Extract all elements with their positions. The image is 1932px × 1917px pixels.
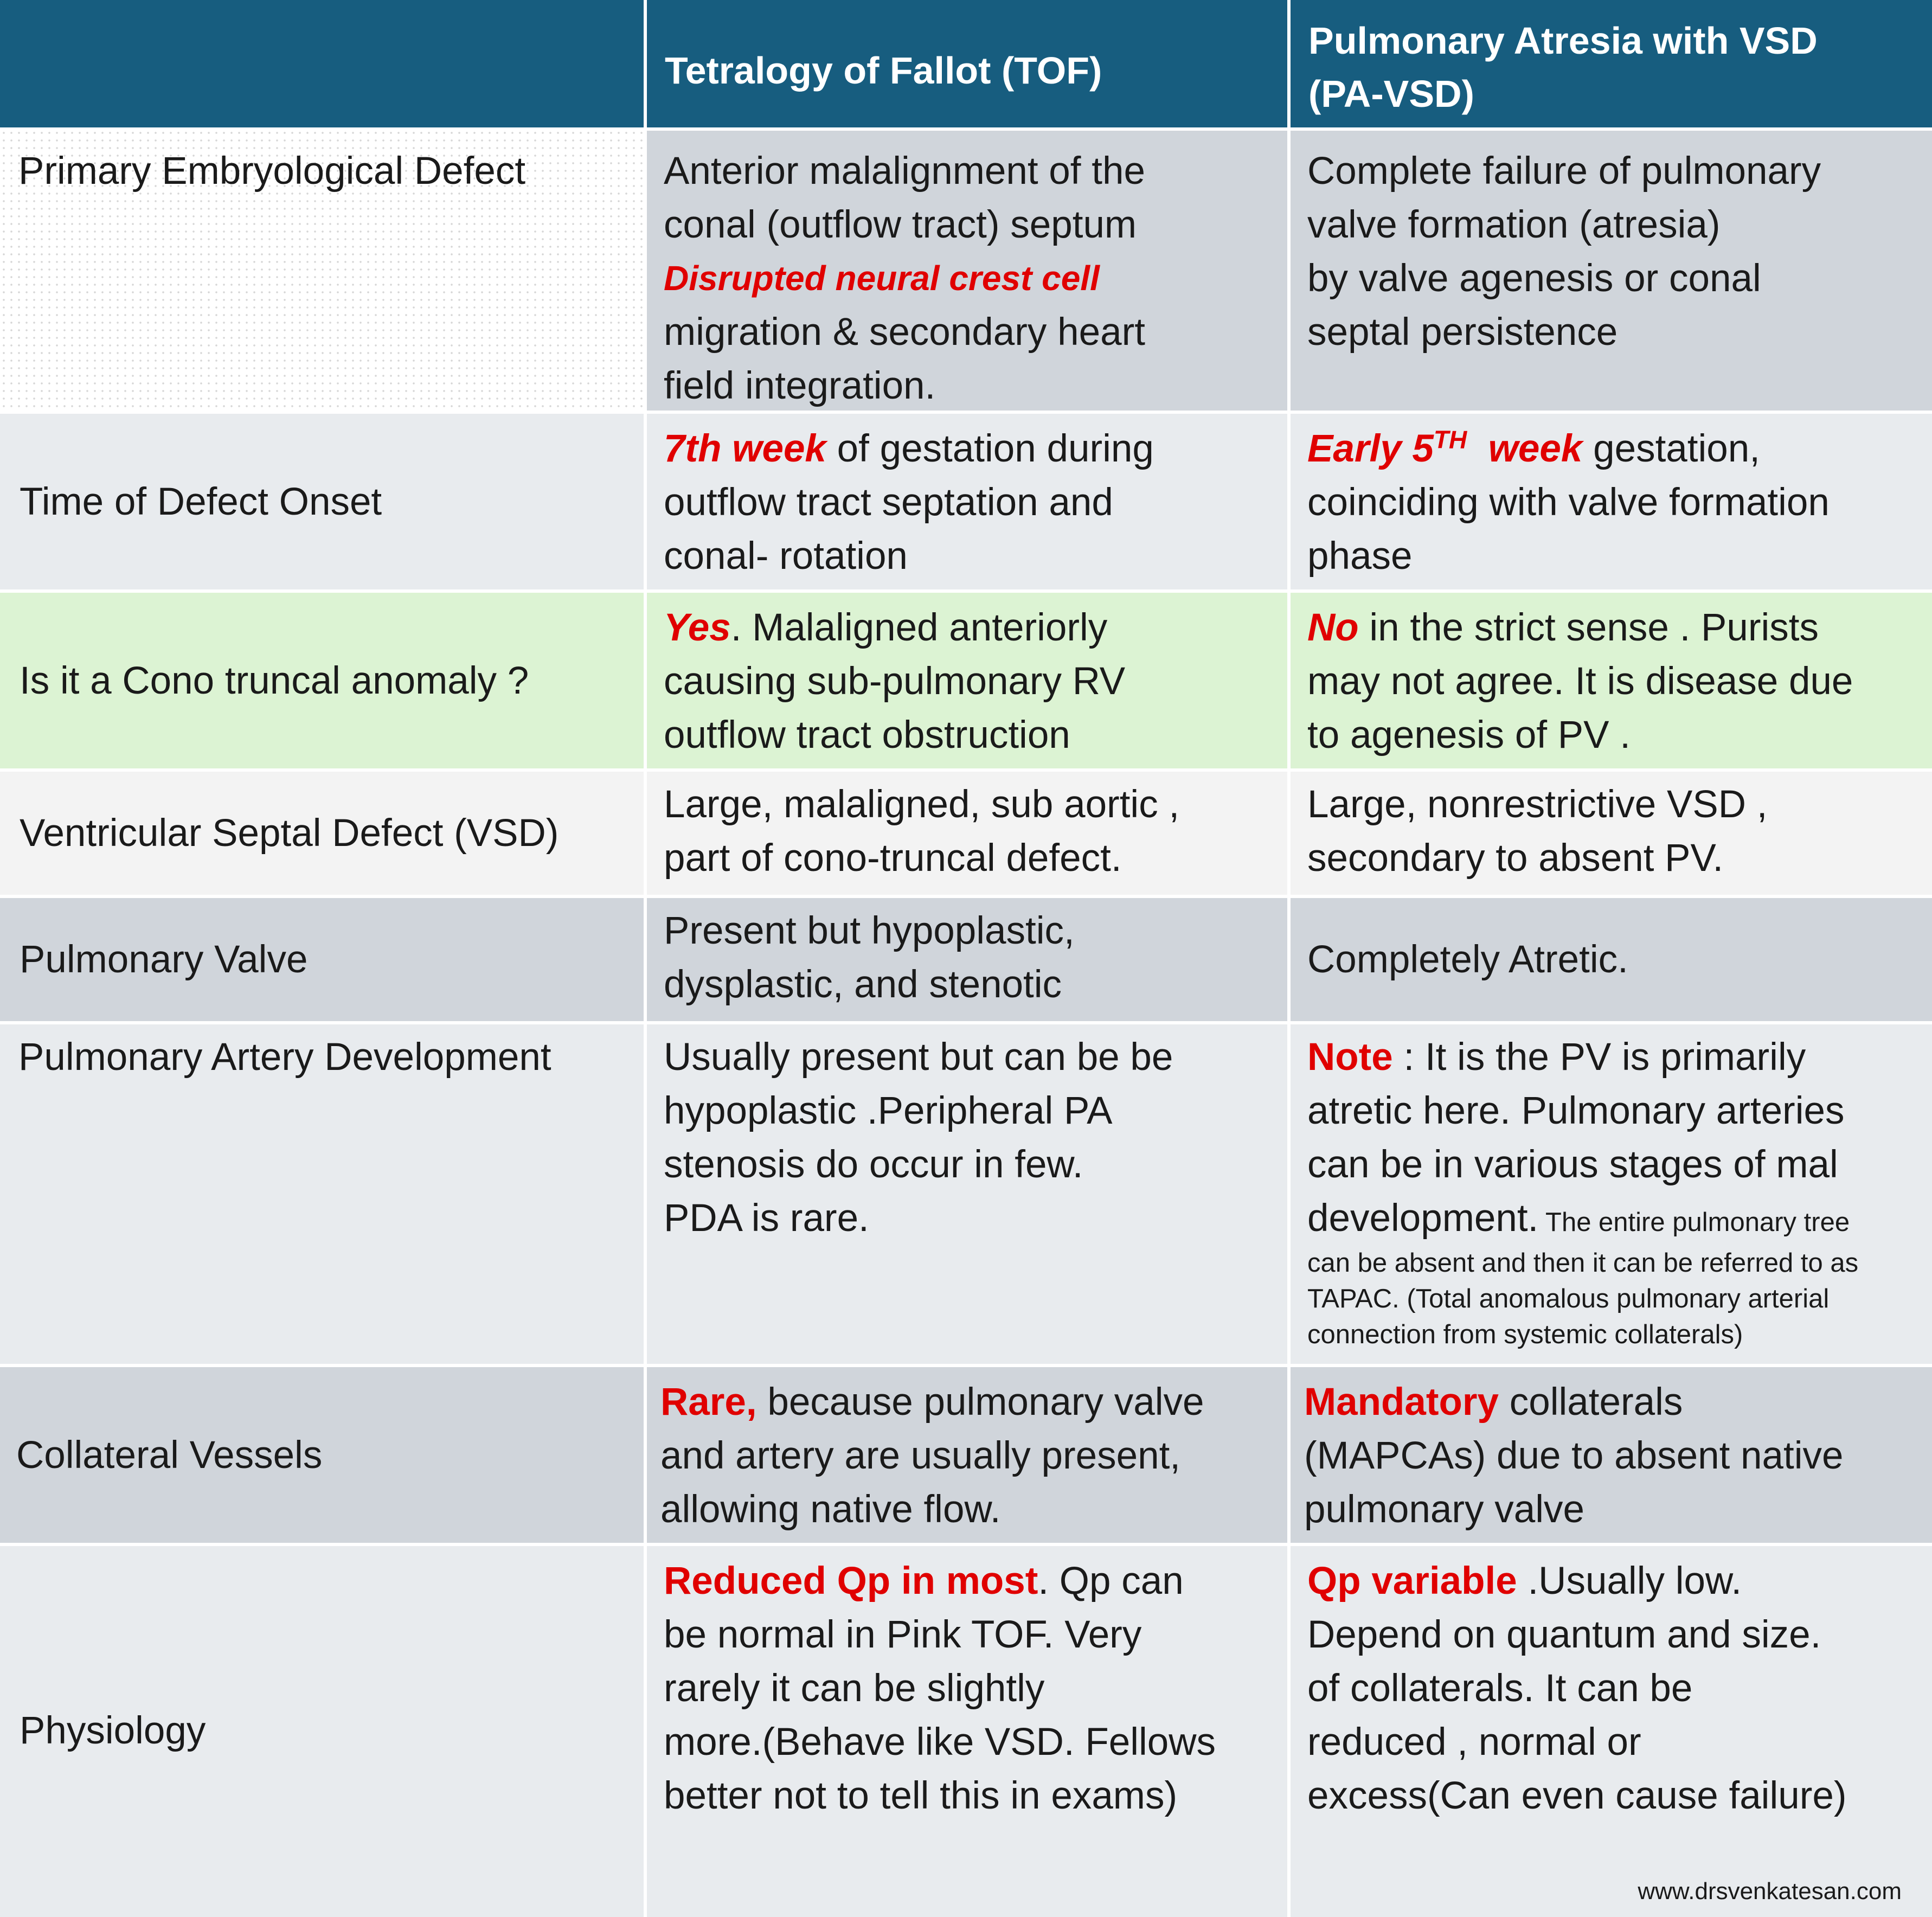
text-fragment: . Qp can bbox=[1038, 1560, 1184, 1602]
text-fragment: gestation, bbox=[1582, 427, 1760, 470]
cell-pa-onset bbox=[1289, 412, 1932, 591]
highlight-text: Mandatory bbox=[1304, 1381, 1499, 1424]
header-tof-label: Tetralogy of Fallot (TOF) bbox=[665, 49, 1102, 92]
text-line: (MAPCAs) due to absent native bbox=[1304, 1434, 1844, 1477]
row-divider bbox=[0, 768, 1932, 772]
text-line bbox=[1304, 1375, 1916, 1429]
cell-pa-conotruncal bbox=[1289, 591, 1932, 770]
text-line bbox=[1307, 601, 1916, 655]
cell-pa-embryo bbox=[1289, 129, 1932, 412]
text-line: Complete failure of pulmonary bbox=[1307, 150, 1821, 193]
text-line bbox=[1307, 1030, 1916, 1084]
row-label-vsd-text: Ventricular Septal Defect (VSD) bbox=[20, 812, 559, 855]
row-label-pa-dev-text: Pulmonary Artery Development bbox=[18, 1036, 551, 1079]
row-label-conotruncal bbox=[0, 591, 645, 770]
text-line: may not agree. It is disease due bbox=[1307, 660, 1853, 703]
row-label-pv bbox=[0, 896, 645, 1023]
column-divider bbox=[1287, 0, 1291, 1917]
text-line: be normal in Pink TOF. Very bbox=[664, 1613, 1142, 1656]
header-tof bbox=[645, 0, 1289, 129]
text-line: phase bbox=[1307, 535, 1413, 578]
text-line: septal persistence bbox=[1307, 311, 1618, 354]
text-fragment: collaterals bbox=[1499, 1381, 1683, 1424]
cell-tof-physiology bbox=[645, 1544, 1289, 1917]
text-fragment: of gestation during bbox=[826, 427, 1154, 470]
row-label-pa-dev bbox=[0, 1023, 645, 1365]
highlight-text: 7th week bbox=[664, 427, 826, 470]
text-line: more.(Behave like VSD. Fellows bbox=[664, 1721, 1216, 1764]
cell-tof-vsd bbox=[645, 770, 1289, 896]
text-line: causing sub-pulmonary RV bbox=[664, 660, 1126, 703]
text-line: Completely Atretic. bbox=[1307, 938, 1628, 981]
highlight-text: Rare, bbox=[660, 1381, 757, 1424]
text-line: field integration. bbox=[664, 364, 936, 407]
text-line: rarely it can be slightly bbox=[664, 1667, 1045, 1710]
cell-tof-embryo bbox=[645, 129, 1289, 412]
row-divider bbox=[0, 127, 1932, 131]
text-line bbox=[664, 601, 1273, 655]
text-line bbox=[1307, 422, 1916, 476]
row-label-conotruncal-text: Is it a Cono truncal anomaly ? bbox=[20, 659, 529, 702]
row-divider bbox=[0, 895, 1932, 898]
text-line: conal (outflow tract) septum bbox=[664, 203, 1137, 246]
row-label-embryo bbox=[0, 129, 645, 412]
highlight-text: Early 5 bbox=[1307, 427, 1434, 470]
text-line: stenosis do occur in few. bbox=[664, 1143, 1083, 1186]
text-line: Large, nonrestrictive VSD , bbox=[1307, 783, 1768, 826]
text-line: and artery are usually present, bbox=[660, 1434, 1181, 1477]
cell-pa-collateral bbox=[1289, 1365, 1932, 1544]
text-line: excess(Can even cause failure) bbox=[1307, 1774, 1847, 1817]
highlight-text: Qp variable bbox=[1307, 1560, 1517, 1602]
header-pa-vsd bbox=[1289, 0, 1932, 129]
row-divider bbox=[0, 1364, 1932, 1367]
row-label-collateral-text: Collateral Vessels bbox=[16, 1433, 323, 1477]
text-line: part of cono-truncal defect. bbox=[664, 837, 1122, 880]
small-text-line: TAPAC. (Total anomalous pulmonary arterial bbox=[1307, 1284, 1830, 1313]
text-line: hypoplastic .Peripheral PA bbox=[664, 1089, 1113, 1132]
text-line: can be in various stages of mal bbox=[1307, 1143, 1838, 1186]
superscript-text: TH bbox=[1433, 425, 1467, 454]
text-line bbox=[664, 422, 1273, 476]
text-line: Usually present but can be be bbox=[664, 1036, 1173, 1079]
header-pa-vsd-line1: Pulmonary Atresia with VSD bbox=[1308, 20, 1818, 62]
text-line: migration & secondary heart bbox=[664, 311, 1145, 354]
text-line: Depend on quantum and size. bbox=[1307, 1613, 1821, 1656]
text-line: of collaterals. It can be bbox=[1307, 1667, 1693, 1710]
text-line bbox=[660, 1375, 1273, 1429]
header-pa-vsd-line2: (PA-VSD) bbox=[1308, 73, 1474, 115]
text-fragment: .Usually low. bbox=[1517, 1560, 1742, 1602]
text-line: outflow tract septation and bbox=[664, 481, 1113, 524]
highlight-text: Reduced Qp in most bbox=[664, 1560, 1038, 1602]
cell-pa-pa-dev bbox=[1289, 1023, 1932, 1365]
cell-tof-collateral bbox=[645, 1365, 1289, 1544]
row-divider bbox=[0, 1543, 1932, 1546]
row-label-physiology-text: Physiology bbox=[20, 1709, 206, 1752]
text-line: to agenesis of PV . bbox=[1307, 714, 1631, 756]
highlight-text: No bbox=[1307, 606, 1359, 649]
highlight-text: Note bbox=[1307, 1036, 1393, 1079]
row-label-physiology bbox=[0, 1544, 645, 1917]
text-line bbox=[1307, 1191, 1916, 1245]
text-fragment: because pulmonary valve bbox=[756, 1381, 1204, 1424]
row-label-onset-text: Time of Defect Onset bbox=[20, 480, 382, 523]
text-fragment: . Malaligned anteriorly bbox=[730, 606, 1108, 649]
text-line: outflow tract obstruction bbox=[664, 714, 1070, 756]
text-line: PDA is rare. bbox=[664, 1197, 869, 1240]
row-divider bbox=[0, 411, 1932, 414]
text-line: atretic here. Pulmonary arteries bbox=[1307, 1089, 1845, 1132]
text-line: Present but hypoplastic, bbox=[664, 909, 1075, 952]
text-line: Large, malaligned, sub aortic , bbox=[664, 783, 1180, 826]
text-line bbox=[1307, 1554, 1916, 1608]
text-line: conal- rotation bbox=[664, 535, 908, 578]
text-fragment: in the strict sense . Purists bbox=[1358, 606, 1819, 649]
cell-pa-pv bbox=[1289, 896, 1932, 1023]
row-label-embryo-text: Primary Embryological Defect bbox=[18, 150, 526, 193]
row-label-collateral bbox=[0, 1365, 645, 1544]
text-line: reduced , normal or bbox=[1307, 1721, 1641, 1764]
text-line: dysplastic, and stenotic bbox=[664, 963, 1062, 1006]
header-empty-cell bbox=[0, 0, 645, 129]
cell-tof-conotruncal bbox=[645, 591, 1289, 770]
row-divider bbox=[0, 589, 1932, 593]
small-text: The entire pulmonary tree bbox=[1538, 1208, 1850, 1237]
text-line: secondary to absent PV. bbox=[1307, 837, 1724, 880]
text-line: allowing native flow. bbox=[660, 1488, 1001, 1531]
text-line: coinciding with valve formation bbox=[1307, 481, 1830, 524]
cell-tof-pa-dev bbox=[645, 1023, 1289, 1365]
row-label-onset bbox=[0, 412, 645, 591]
text-line: by valve agenesis or conal bbox=[1307, 257, 1761, 300]
small-text-line: can be absent and then it can be referred to as bbox=[1307, 1248, 1859, 1278]
text-line: valve formation (atresia) bbox=[1307, 203, 1721, 246]
text-fragment: development. bbox=[1307, 1197, 1539, 1240]
website-footer: www.drsvenkatesan.com bbox=[1638, 1878, 1902, 1905]
row-label-vsd bbox=[0, 770, 645, 896]
small-text-line: connection from systemic collaterals) bbox=[1307, 1320, 1743, 1349]
text-line: better not to tell this in exams) bbox=[664, 1774, 1178, 1817]
text-fragment: : It is the PV is primarily bbox=[1392, 1036, 1806, 1079]
row-divider bbox=[0, 1021, 1932, 1024]
column-divider bbox=[644, 0, 647, 1917]
cell-tof-onset bbox=[645, 412, 1289, 591]
row-label-pv-text: Pulmonary Valve bbox=[20, 938, 308, 981]
text-line: pulmonary valve bbox=[1304, 1488, 1584, 1531]
text-line: Anterior malalignment of the bbox=[664, 150, 1145, 193]
highlight-text: Disrupted neural crest cell bbox=[664, 259, 1100, 298]
highlight-text: week bbox=[1467, 427, 1583, 470]
highlight-text: Yes bbox=[664, 606, 731, 649]
text-line bbox=[664, 1554, 1273, 1608]
cell-pa-physiology bbox=[1289, 1544, 1932, 1917]
cell-pa-vsd bbox=[1289, 770, 1932, 896]
cell-tof-pv bbox=[645, 896, 1289, 1023]
